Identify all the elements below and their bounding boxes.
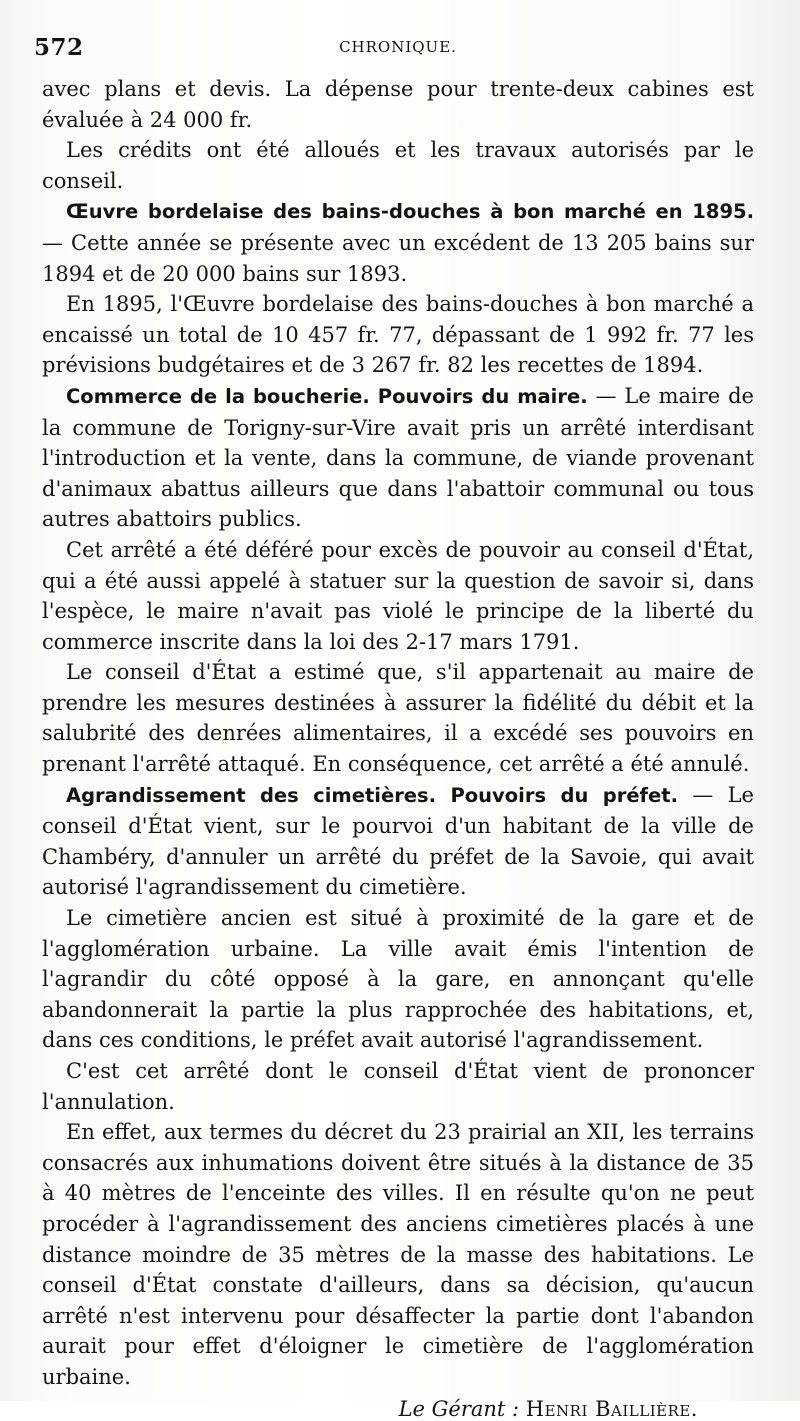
section-lead-paragraph: [42, 381, 754, 535]
paragraph: En effet, aux termes du décret du 23 prairial an XII, les terrains consacrés aux inhumations doivent être situés à la distance de 35 à 40 mètres de l'enceinte des villes. Il en résulte qu'on ne peut procéder à l'agrandissement des anciens cimetières placés à une distance moindre de 35 mètres de la masse des habitations. Le conseil d'État constate d'ailleurs, dans sa décision, qu'aucun arrêté n'est intervenu pour désaffecter la partie dont l'abandon aurait pour effet d'éloigner le cimetière de l'agglomération urbaine.: [42, 1120, 754, 1389]
paragraph: avec plans et devis. La dépense pour trente-deux cabines est évaluée à 24 000 fr.: [42, 77, 754, 132]
running-head: CHRONIQUE.: [339, 38, 457, 56]
paragraph: C'est cet arrêté dont le conseil d'État vient de prononcer l'annulation.: [42, 1059, 754, 1114]
signature-role: Le Gérant :: [398, 1396, 520, 1421]
signature-name: Henri Baillière.: [525, 1396, 698, 1421]
paragraph-text: — Le conseil d'État vient, sur le pourvoi d'un habitant de la ville de Chambéry, d'annuler un arrêté du préfet de la Savoie, qui avait autorisé l'agrandissement du cimetière.: [42, 782, 754, 900]
paragraph-text: — Cette année se présente avec un excédent de 13 205 bains sur 1894 et de 20 000 bains sur 1893.: [42, 230, 754, 286]
page-number: 572: [34, 34, 84, 61]
signature-line: [42, 1397, 754, 1421]
page-header: [34, 30, 754, 74]
paragraph: En 1895, l'Œuvre bordelaise des bains-douches à bon marché a encaissé un total de 10 457 fr. 77, dépassant de 1 992 fr. 77 les prévisions budgétaires et de 3 267 fr. 82 les recettes de 1894.: [42, 292, 754, 378]
paragraph: Cet arrêté a été déféré pour excès de pouvoir au conseil d'État, qui a été aussi appelé à statuer sur la question de savoir si, dans l'espèce, le maire n'avait pas violé le principe de la liberté du commerce inscrite dans la loi des 2-17 mars 1791.: [42, 537, 754, 654]
paragraph: Les crédits ont été alloués et les travaux autorisés par le conseil.: [42, 138, 754, 193]
section-heading: Commerce de la boucherie. Pouvoirs du maire.: [66, 384, 588, 408]
paragraph: Le conseil d'État a estimé que, s'il appartenait au maire de prendre les mesures destinées à assurer la fidélité du débit et la salubrité des denrées alimentaires, il a excédé ses pouvoirs en prenant l'arrêté attaqué. En conséquence, cet arrêté a été annulé.: [42, 660, 754, 777]
section-heading: Œuvre bordelaise des bains-douches à bon marché en 1895.: [66, 200, 754, 224]
section-heading: Agrandissement des cimetières. Pouvoirs du préfet.: [66, 783, 678, 807]
section-lead-paragraph: [42, 780, 754, 903]
paragraph: Le cimetière ancien est situé à proximité de la gare et de l'agglomération urbaine. La ville avait émis l'intention de l'agrandir du côté opposé à la gare, en annonçant qu'elle abandonnerait la partie la plus rapprochée des habitations, et, dans ces conditions, le préfet avait autorisé l'agrandissement.: [42, 906, 754, 1053]
section-lead-paragraph: [42, 196, 754, 289]
paragraph-text: — Le maire de la commune de Torigny-sur-Vire avait pris un arrêté interdisant l'introduction et la vente, dans la commune, de viande provenant d'animaux abattus ailleurs que dans l'abattoir communal ou tous autres abattoirs publics.: [42, 383, 754, 532]
